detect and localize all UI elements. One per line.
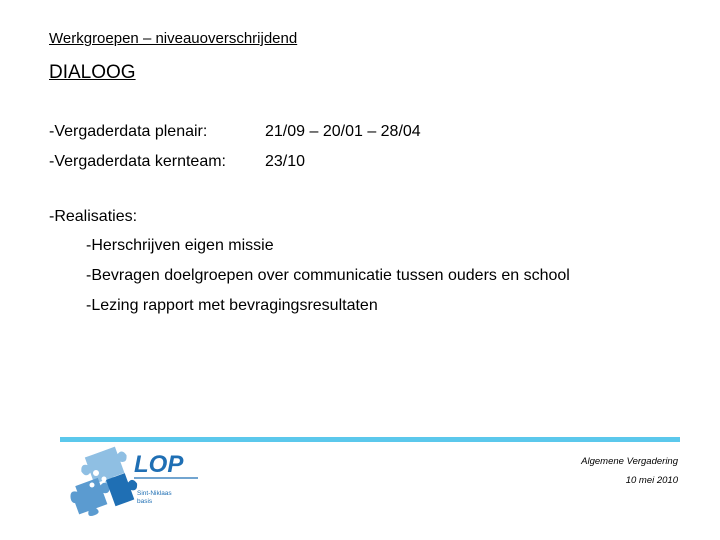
meeting-label-plenair: -Vergaderdata plenair: [49, 123, 208, 140]
svg-text:basis: basis [137, 498, 153, 505]
realisatie-item: -Herschrijven eigen missie [86, 237, 274, 254]
realisatie-item: -Bevragen doelgroepen over communicatie tussen ouders en school [86, 267, 570, 284]
realisatie-item: -Lezing rapport met bevragingsresultaten [86, 297, 378, 314]
footer-event: Algemene Vergadering [581, 456, 678, 467]
slide-title: DIALOOG [49, 62, 136, 83]
svg-text:LOP: LOP [134, 451, 184, 478]
slide-subtitle: Werkgroepen – niveauoverschrijdend [49, 30, 298, 47]
svg-text:Sint-Niklaas: Sint-Niklaas [137, 490, 172, 497]
lop-logo [70, 445, 210, 525]
meeting-dates-plenair: 21/09 – 20/01 – 28/04 [265, 123, 421, 140]
meeting-dates-kernteam: 23/10 [265, 153, 306, 170]
realisaties-heading: -Realisaties: [49, 208, 138, 225]
footer-date: 10 mei 2010 [625, 475, 678, 486]
meeting-label-kernteam: -Vergaderdata kernteam: [49, 153, 226, 170]
puzzle-logo-icon [70, 445, 210, 520]
footer-divider [60, 437, 680, 442]
